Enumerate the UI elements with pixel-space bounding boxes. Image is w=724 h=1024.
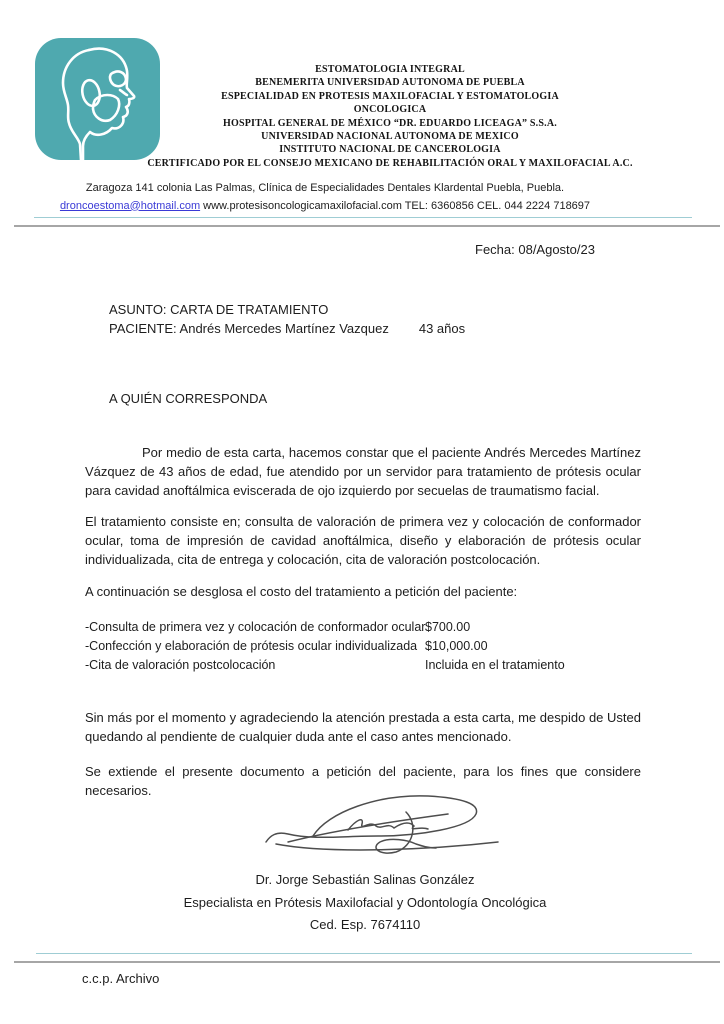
signature-block xyxy=(85,869,645,937)
letterhead-line: CERTIFICADO POR EL CONSEJO MEXICANO DE REHABILITACIÓN ORAL Y MAXILOFACIAL A.C. xyxy=(147,157,633,169)
letterhead-line: ONCOLOGICA xyxy=(353,104,427,116)
signer-name: Dr. Jorge Sebastián Salinas González xyxy=(255,872,475,887)
paragraph-issuance: Se extiende el presente documento a petición del paciente, para los fines que considere necesarios. xyxy=(85,764,641,798)
subject-line: ASUNTO: CARTA DE TRATAMIENTO xyxy=(109,302,329,317)
signer-license: Ced. Esp. 7674110 xyxy=(309,917,421,932)
paragraph-cost-intro: A continuación se desglosa el costo del tratamiento a petición del paciente: xyxy=(85,584,518,599)
patient-line xyxy=(109,321,465,336)
handwritten-signature xyxy=(258,784,503,864)
letterhead-line: ESPECIALIDAD EN PROTESIS MAXILOFACIAL Y ESTOMATOLOGIA xyxy=(221,90,559,102)
cost-item-label: -Confección y elaboración de prótesis ocular individualizada xyxy=(85,639,418,653)
footer-divider-gray xyxy=(14,961,720,963)
cost-item-value: $10,000.00 xyxy=(425,639,488,653)
letterhead xyxy=(56,63,724,170)
date-line: Fecha: 08/Agosto/23 xyxy=(475,242,595,257)
cost-item-value: Incluida en el tratamiento xyxy=(425,658,565,672)
salutation: A QUIÉN CORRESPONDA xyxy=(109,391,268,406)
cost-table xyxy=(85,618,641,675)
letterhead-line: ESTOMATOLOGIA INTEGRAL xyxy=(315,64,465,75)
letterhead-line: INSTITUTO NACIONAL DE CANCEROLOGIA xyxy=(279,144,501,156)
email-link[interactable]: droncoestoma@hotmail.com xyxy=(59,199,201,212)
header-divider-gray xyxy=(14,225,720,227)
letterhead-line: BENEMERITA UNIVERSIDAD AUTONOMA DE PUEBLA xyxy=(255,77,525,89)
patient-age: 43 años xyxy=(418,321,466,336)
letterhead-line: UNIVERSIDAD NACIONAL AUTONOMA DE MEXICO xyxy=(261,131,519,143)
contact-line xyxy=(0,198,650,216)
signer-title: Especialista en Prótesis Maxilofacial y Odontología Oncológica xyxy=(183,894,547,910)
ccp-note: c.c.p. Archivo xyxy=(82,971,160,986)
paragraph-intro: Por medio de esta carta, hacemos constar que el paciente Andrés Mercedes Martínez Vázquez de 43 años de edad, fue atendido por un servidor para tratamiento de prótesis ocular para cavidad anoftálmica eviscerada de ojo izquierdo por secuelas de traumatismo facial. xyxy=(85,445,641,498)
paragraph-closing: Sin más por el momento y agradeciendo la atención prestada a esta carta, me despido de Usted quedando al pendiente de cualquier duda ante el caso antes mencionado. xyxy=(85,710,641,744)
address-line: Zaragoza 141 colonia Las Palmas, Clínica de Especialidades Dentales Klardental Puebla, Puebla. xyxy=(85,182,565,194)
header-divider-teal xyxy=(34,217,692,218)
contact-rest: www.protesisoncologicamaxilofacial.com TEL: 6360856 CEL. 044 2224 718697 xyxy=(200,199,591,212)
cost-item-value: $700.00 xyxy=(425,620,471,634)
cost-item-label: -Consulta de primera vez y colocación de conformador ocular xyxy=(85,620,426,634)
footer-divider-teal xyxy=(36,953,692,954)
contact-info xyxy=(0,180,650,215)
paragraph-treatment: El tratamiento consiste en; consulta de valoración de primera vez y colocación de conformador ocular, toma de impresión de cavidad anoftálmica, diseño y elaboración de prótesis ocular individualizada, cita de entrega y colocación, cita de valoración postcolocación. xyxy=(85,514,641,567)
letterhead-line: HOSPITAL GENERAL DE MÉXICO “DR. EDUARDO LICEAGA” S.S.A. xyxy=(223,117,557,129)
patient-name: PACIENTE: Andrés Mercedes Martínez Vazquez xyxy=(109,321,389,336)
cost-item-label: -Cita de valoración postcolocación xyxy=(85,658,276,672)
